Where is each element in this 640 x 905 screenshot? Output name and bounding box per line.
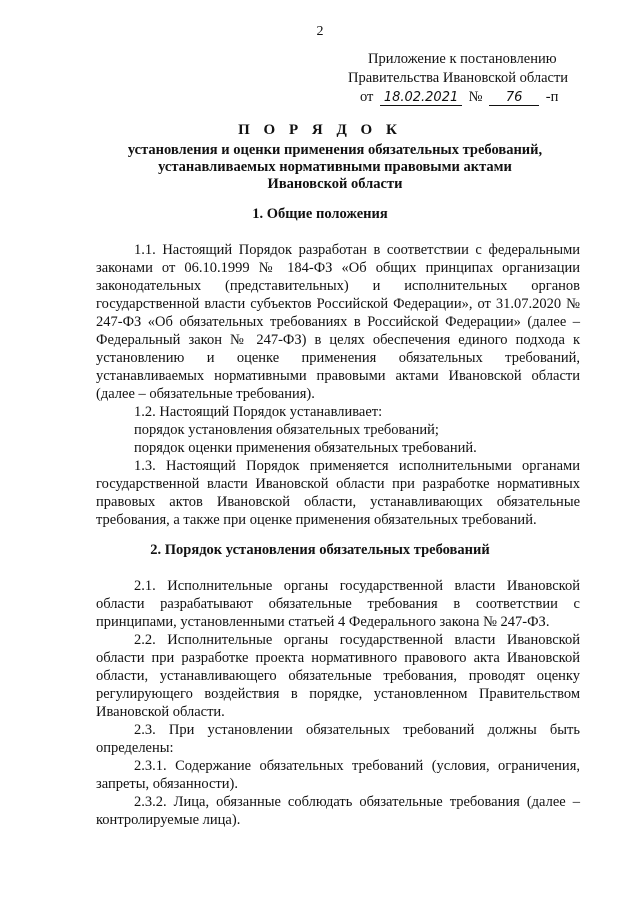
annex-date-handwritten: 18.02.2021 [380, 90, 462, 106]
subtitle-line-3: Ивановской области [267, 176, 403, 192]
annex-line-3 [340, 88, 620, 107]
annex-line-2: Правительства Ивановской области [348, 70, 569, 86]
section-1-body [96, 241, 580, 529]
section-2-body [96, 577, 580, 829]
paragraph-1-2-item-2: порядок оценки применения обязательных требований. [134, 440, 477, 456]
section-2-heading: 2. Порядок установления обязательных требований [150, 542, 490, 558]
paragraph-2-3-2: 2.3.2. Лица, обязанные соблюдать обязательные требования (далее – контролируемые лица). [96, 794, 580, 828]
section-1-heading: 1. Общие положения [252, 206, 388, 222]
paragraph-1-1: 1.1. Настоящий Порядок разработан в соответствии с федеральными законами от 06.10.1999 № 184-ФЗ «Об общих принципах организации законодательных (представительных) и исполнительных органов государственной власти субъектов Российской Федерации», от 31.07.2020 № 247-ФЗ «Об обязательных требованиях в Российской Федерации» (далее – Федеральный закон № 247-ФЗ) в целях обеспечения единого подхода к установлению и оценке применения обязательных требований, устанавливаемых нормативными правовыми актами Ивановской области (далее – обязательные требования). [96, 242, 580, 402]
document-subtitle [110, 142, 560, 193]
paragraph-2-2: 2.2. Исполнительные органы государственной власти Ивановской области при разработке проекта нормативного правового акта Ивановской области, устанавливающего обязательные требования, проводят оценку регулирующего воздействия в порядке, установленном Правительством Ивановской области. [96, 632, 580, 720]
annex-number-label: № [468, 89, 483, 105]
paragraph-1-2-item-1: порядок установления обязательных требований; [134, 422, 439, 438]
document-title: П О Р Я Д О К [238, 122, 402, 138]
paragraph-2-3-1: 2.3.1. Содержание обязательных требований (условия, ограничения, запреты, обязанности). [96, 758, 580, 792]
annex-from-label: от [360, 89, 374, 105]
paragraph-1-2: 1.2. Настоящий Порядок устанавливает: [134, 404, 383, 420]
annex-number-suffix: -п [545, 89, 559, 105]
page-number: 2 [316, 24, 324, 39]
annex-line-1: Приложение к постановлению [368, 51, 557, 67]
subtitle-line-1: установления и оценки применения обязательных требований, [127, 142, 543, 158]
paragraph-2-3: 2.3. При установлении обязательных требований должны быть определены: [96, 722, 580, 756]
annex-number-handwritten: 76 [489, 90, 539, 106]
subtitle-line-2: устанавливаемых нормативными правовыми актами [158, 159, 512, 175]
paragraph-1-3: 1.3. Настоящий Порядок применяется исполнительными органами государственной власти Ивановской области при разработке нормативных правовых актов Ивановской области, устанавливающих обязательные требования, а также при оценке применения обязательных требований. [96, 458, 580, 528]
paragraph-2-1: 2.1. Исполнительные органы государственной власти Ивановской области разрабатывают обязательные требования в соответствии с принципами, установленными статьей 4 Федерального закона № 247-ФЗ. [96, 578, 580, 630]
annex-block [340, 50, 620, 107]
